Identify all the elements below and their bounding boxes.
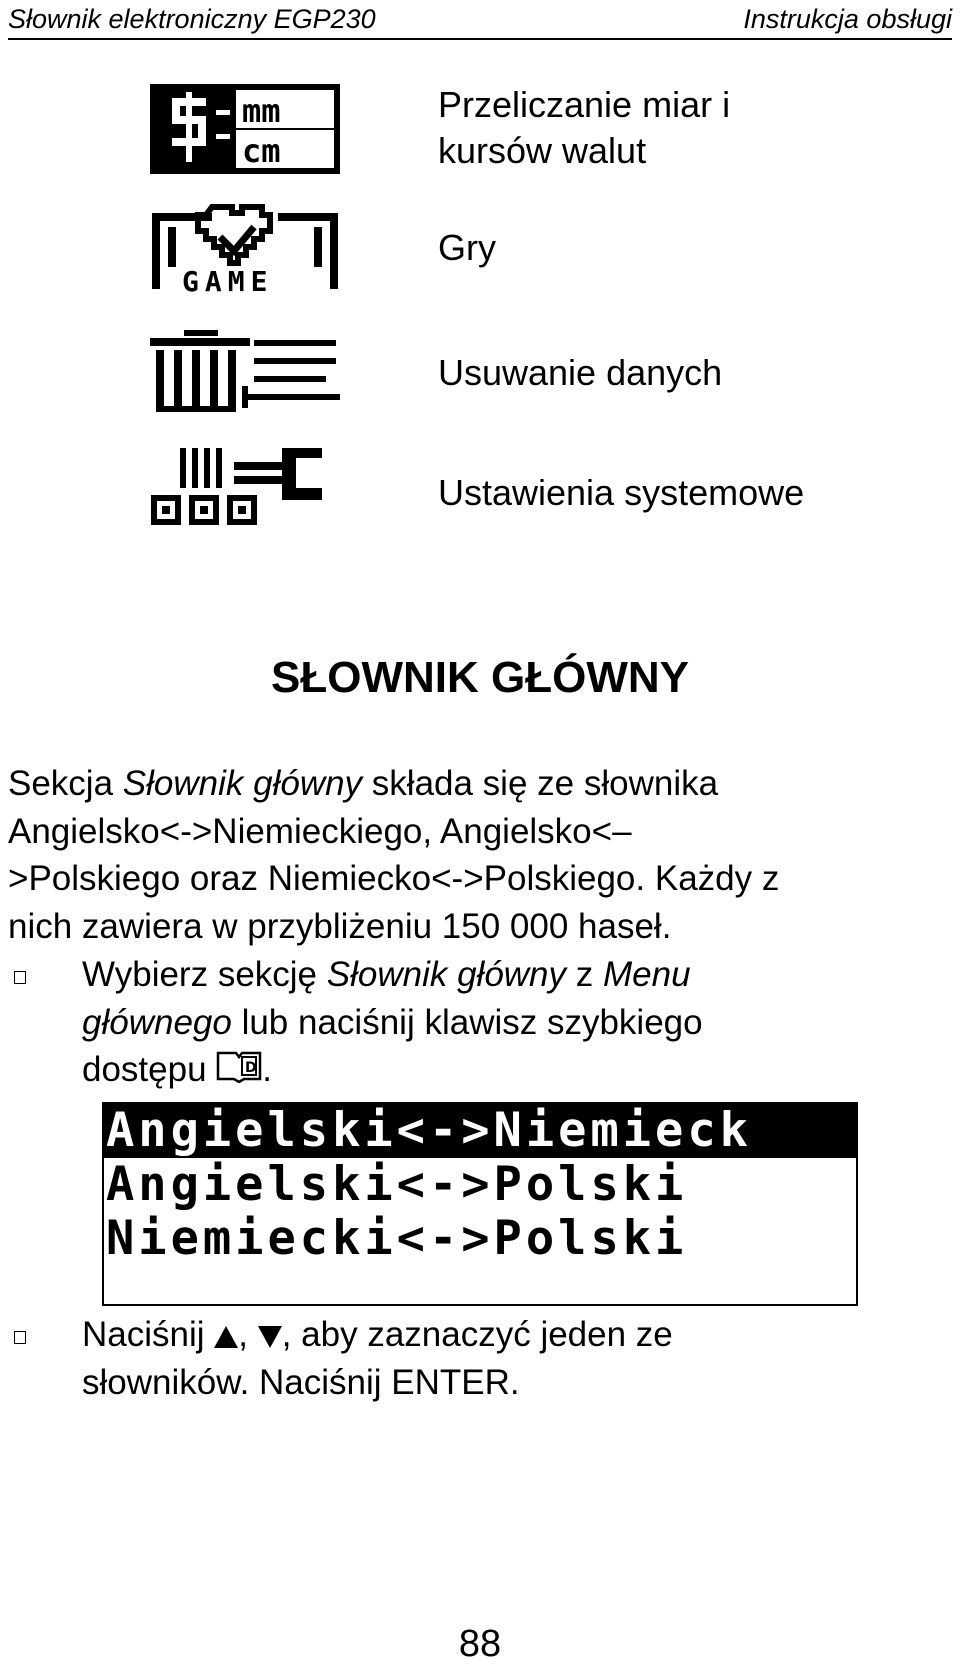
step-1 — [8, 951, 952, 1094]
intro-line-4: nich zawiera w przybliżeniu 150 000 haseł. — [8, 906, 672, 946]
step-2 — [8, 1311, 952, 1406]
step1-italic-glownego: głównego — [82, 1002, 232, 1042]
step2-text: Naciśnij — [82, 1315, 215, 1354]
currency-converter-icon — [150, 84, 340, 174]
step1-text: Wybierz sekcję — [82, 955, 327, 994]
intro-line-2: Angielsko<->Niemieckiego, Angielsko<– — [8, 811, 632, 851]
dictionary-key-icon — [216, 1049, 262, 1083]
svg-text:D: D — [245, 1060, 257, 1076]
section-title: SŁOWNIK GŁÓWNY — [271, 653, 689, 702]
svg-text:cm: cm — [242, 132, 281, 170]
lcd-line-selected: Angielski<->Niemieck — [104, 1104, 856, 1158]
settings-icon — [150, 448, 340, 538]
arrow-up-icon — [214, 1326, 238, 1348]
menu-label-converter-line1: Przeliczanie miar i — [438, 84, 731, 125]
lcd-line: Niemiecki<->Polski — [106, 1212, 688, 1266]
page-number: 88 — [458, 1623, 502, 1665]
step1-text: dostępu — [82, 1050, 217, 1089]
menu-label-games: Gry — [438, 227, 496, 268]
intro-line-1 — [8, 760, 952, 808]
menu-label-converter-line2: kursów walut — [438, 130, 647, 171]
svg-text:mm: mm — [242, 92, 281, 130]
lcd-line: Angielski<->Polski — [106, 1158, 688, 1212]
intro-text: składa się ze słownika — [362, 764, 719, 803]
step2-text: , — [238, 1315, 258, 1354]
step1-text: lub naciśnij klawisz szybkiego — [231, 1002, 703, 1042]
header-subtitle: Instrukcja obsługi — [743, 4, 952, 34]
menu-item-converter — [150, 84, 870, 174]
lcd-screen — [102, 1102, 858, 1306]
menu-label-settings: Ustawienia systemowe — [438, 472, 805, 513]
arrow-down-icon — [258, 1326, 282, 1348]
step1-text: z — [566, 955, 603, 994]
intro-text: Sekcja — [8, 764, 123, 803]
bullet-box — [14, 971, 26, 984]
menu-item-delete — [150, 328, 870, 418]
game-icon — [150, 203, 340, 293]
step1-italic-menu: Menu — [602, 955, 691, 994]
header-title: Słownik elektroniczny EGP230 — [8, 4, 376, 34]
page-header — [8, 0, 952, 40]
step1-text: . — [262, 1050, 273, 1089]
menu-item-settings — [150, 448, 870, 538]
step2-text: , aby zaznaczyć jeden ze — [281, 1315, 673, 1354]
menu-label-delete: Usuwanie danych — [438, 352, 723, 393]
step1-italic-term: Słownik główny — [326, 955, 567, 994]
trash-icon — [150, 328, 340, 418]
step2-text: słowników. Naciśnij ENTER. — [82, 1362, 520, 1402]
intro-paragraph — [8, 760, 952, 950]
menu-item-games — [150, 203, 870, 293]
intro-line-3: >Polskiego oraz Niemiecko<->Polskiego. Każdy z — [8, 859, 780, 898]
svg-text:GAME: GAME — [182, 265, 274, 293]
intro-italic-term: Słownik główny — [122, 764, 363, 803]
bullet-box — [14, 1331, 26, 1344]
